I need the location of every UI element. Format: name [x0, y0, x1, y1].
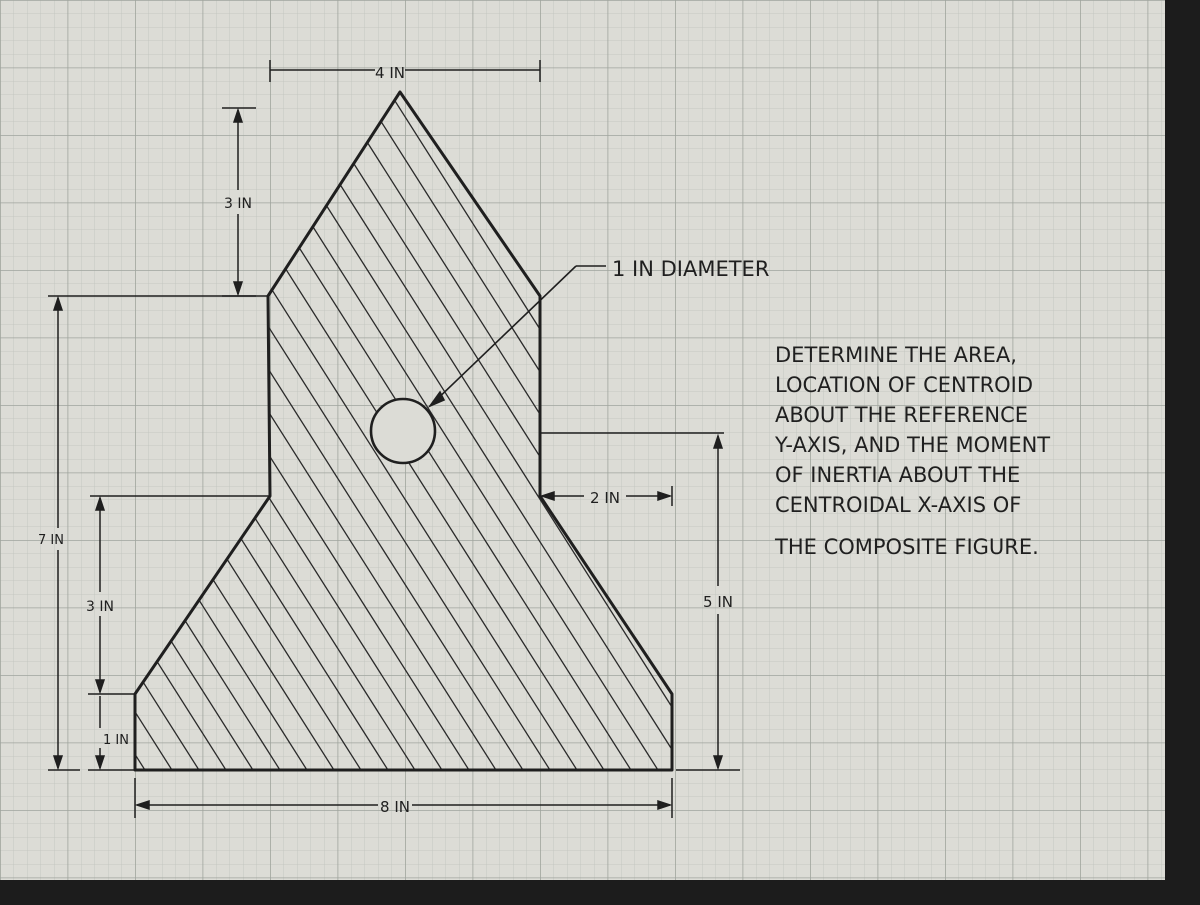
base-width-label: 8 IN	[380, 798, 410, 816]
overall-height-label: 7 IN	[38, 533, 64, 548]
right-height-label: 5 IN	[703, 593, 733, 611]
top-width-label: 4 IN	[375, 64, 405, 82]
notch-width-label: 2 IN	[590, 489, 620, 507]
instruction-line: DETERMINE THE AREA,	[775, 343, 1017, 367]
hole-diameter-label: 1 IN DIAMETER	[612, 257, 770, 281]
instruction-line: CENTROIDAL X-AXIS OF	[775, 493, 1022, 517]
lower-slope-height-label: 3 IN	[86, 599, 114, 615]
hatch-line	[1179, 60, 1200, 800]
base-height-label: 1 IN	[103, 733, 129, 748]
instruction-line: OF INERTIA ABOUT THE	[775, 463, 1021, 487]
instruction-line: ABOUT THE REFERENCE	[775, 403, 1029, 427]
hole-circle	[371, 399, 435, 463]
instruction-line: Y-AXIS, AND THE MOMENT	[775, 433, 1051, 457]
instruction-line: LOCATION OF CENTROID	[775, 373, 1034, 397]
instruction-line: THE COMPOSITE FIGURE.	[775, 535, 1039, 559]
peak-height-label: 3 IN	[224, 196, 252, 212]
